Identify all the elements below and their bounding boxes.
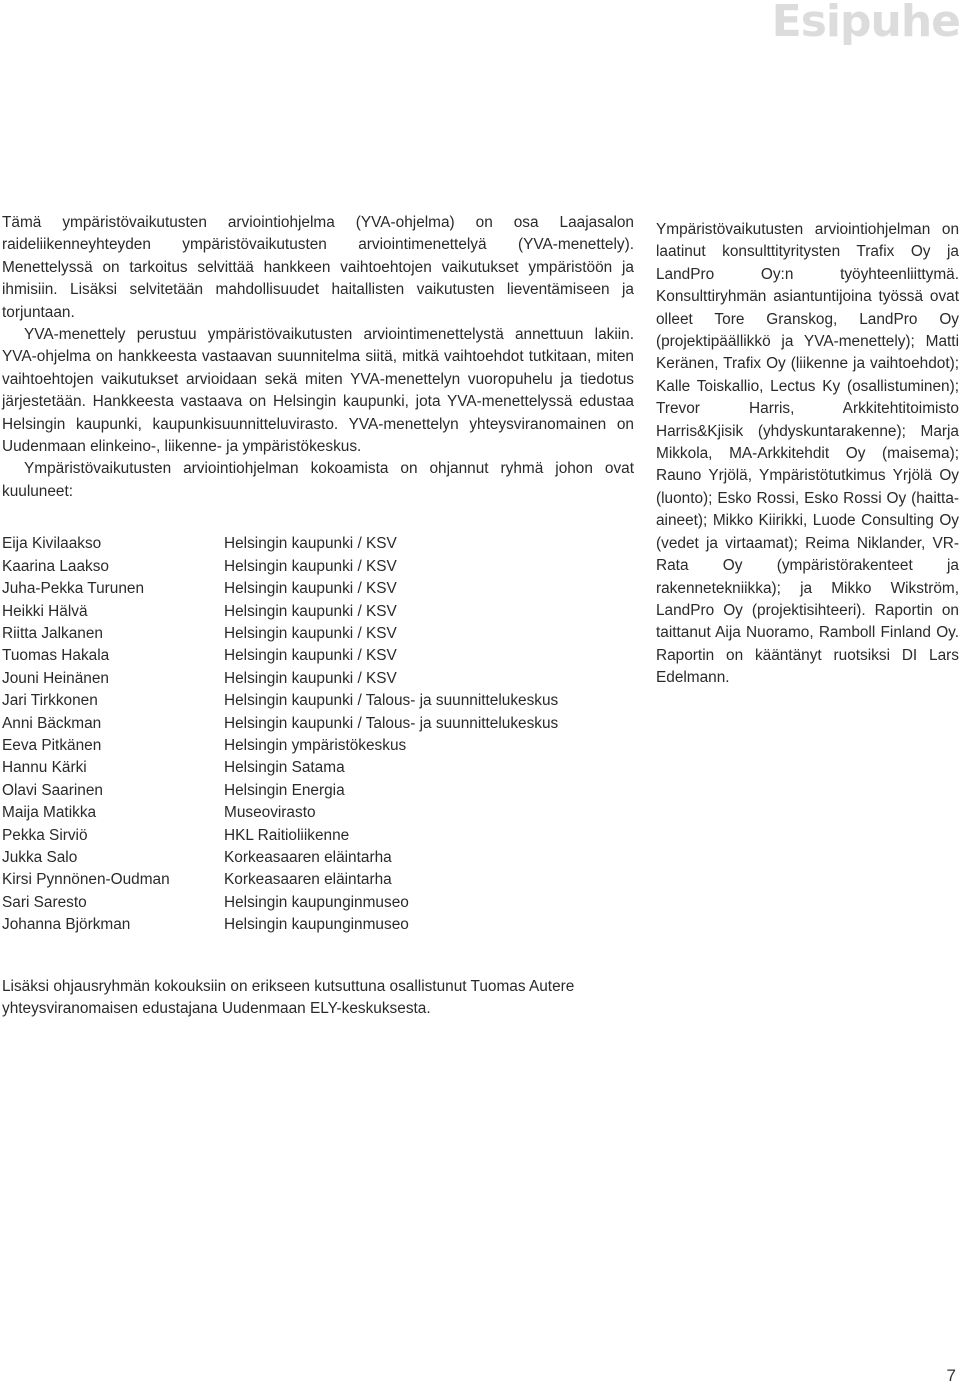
member-name: Pekka Sirviö: [2, 826, 88, 844]
main-column: [2, 212, 634, 937]
member-name: Anni Bäckman: [2, 714, 102, 732]
member-row: [2, 780, 558, 802]
intro-paragraph: Tämä ympäristövaikutusten arviointiohjelma (YVA-ohjelma) on osa Laajasalon raideliikenneyhteyden ympäristövaikutusten arviointimenettelyä (YVA-menettely). Menettelyssä on tarkoitus selvittää hankkeen vaihtoehtojen vaikutukset ympäristöön ja ihmisiin. Lisäksi selvitetään mahdollisuudet haitallisten vaikutusten lieventämiseen ja torjuntaan.: [2, 214, 634, 321]
member-name: Eeva Pitkänen: [2, 736, 102, 754]
page-title: Esipuhe: [771, 0, 960, 47]
member-row: [2, 623, 558, 645]
member-organization: Helsingin kaupunki / KSV: [224, 535, 397, 553]
member-row: [2, 869, 558, 891]
member-organization: Helsingin kaupunki / KSV: [224, 624, 397, 642]
member-row: [2, 847, 558, 869]
member-row: [2, 735, 558, 757]
member-name: Tuomas Hakala: [2, 647, 110, 665]
member-name: Sari Saresto: [2, 893, 87, 911]
member-organization: Helsingin kaupunki / Talous- ja suunnittelukeskus: [224, 692, 559, 710]
member-row: [2, 892, 558, 914]
member-row: [2, 533, 558, 555]
member-name: Eija Kivilaakso: [2, 535, 102, 553]
member-row: [2, 713, 558, 735]
footnote-paragraph: Lisäksi ohjausryhmän kokouksiin on erikseen kutsuttuna osallistunut Tuomas Autere yhteysviranomaisen edustajana Uudenmaan ELY-keskuksesta.: [2, 978, 575, 1018]
member-name: Jukka Salo: [2, 848, 78, 866]
member-row: [2, 668, 558, 690]
member-organization: Helsingin kaupunki / KSV: [224, 647, 397, 665]
member-organization: Helsingin kaupunki / Talous- ja suunnittelukeskus: [224, 714, 559, 732]
member-row: [2, 601, 558, 623]
member-organization: Helsingin Satama: [224, 759, 345, 777]
member-row: [2, 690, 558, 712]
group-intro-paragraph: Ympäristövaikutusten arviointiohjelman kokoamista on ohjannut ryhmä johon ovat kuuluneet:: [2, 460, 634, 500]
steering-group-list: [2, 533, 558, 936]
steering-group-table: [2, 533, 558, 936]
member-name: Hannu Kärki: [2, 759, 87, 777]
member-organization: Museovirasto: [224, 804, 316, 822]
member-name: Maija Matikka: [2, 804, 97, 822]
member-organization: HKL Raitioliikenne: [224, 826, 350, 844]
page-number: 7: [946, 1366, 956, 1385]
member-row: [2, 645, 558, 667]
member-name: Kirsi Pynnönen-Oudman: [2, 871, 170, 889]
member-organization: Helsingin kaupunginmuseo: [224, 893, 409, 911]
member-organization: Helsingin kaupunki / KSV: [224, 602, 397, 620]
member-organization: Helsingin ympäristökeskus: [224, 736, 407, 754]
member-row: [2, 757, 558, 779]
member-row: [2, 825, 558, 847]
member-name: Olavi Saarinen: [2, 781, 103, 799]
member-organization: Korkeasaaren eläintarha: [224, 871, 392, 889]
member-name: Jouni Heinänen: [2, 669, 109, 687]
member-organization: Helsingin kaupunki / KSV: [224, 669, 397, 687]
member-name: Heikki Hälvä: [2, 602, 88, 620]
member-row: [2, 578, 558, 600]
member-name: Kaarina Laakso: [2, 557, 109, 575]
member-row: [2, 556, 558, 578]
member-row: [2, 914, 558, 936]
law-paragraph: YVA-menettely perustuu ympäristövaikutusten arviointimenettelystä annettuun lakiin. YVA-ohjelma on hankkeesta vastaavan suunnitelma siitä, mitkä vaihtoehdot tutkitaan, miten vaihtoehtojen vaikutukset arvioidaan sekä miten YVA-menettelyn vuoropuhelu ja tiedotus järjestetään. Hankkeesta vastaava on Helsingin kaupunki, jota YVA-menettelyssä edustaa Helsingin kaupunki, kaupunkisuunnitteluvirasto. YVA-menettelyn yhteysviranomainen on Uudenmaan elinkeino-, liikenne- ja ympäristökeskus.: [2, 326, 634, 456]
member-name: Jari Tirkkonen: [2, 692, 98, 710]
member-organization: Helsingin kaupunki / KSV: [224, 580, 397, 598]
member-organization: Korkeasaaren eläintarha: [224, 848, 392, 866]
member-name: Juha-Pekka Turunen: [2, 580, 145, 598]
consultant-paragraph: Ympäristövaikutusten arviointiohjelman on laatinut konsulttityritysten Trafix Oy ja LandPro Oy:n työyhteenliittymä. Konsulttiryhmän asiantuntijoina työssä ovat olleet Tore Granskog, LandPro Oy (projektipäällikkö ja YVA-menettely); Matti Keränen, Trafix Oy (liikenne ja vaihtoehdot); Kalle Toiskallio, Lectus Ky (osallistuminen); Trevor Harris, Arkkitehtitoimisto Harris&Kjisik (yhdyskuntarakenne); Marja Mikkola, MA-Arkkitehdit Oy (maisema); Rauno Yrjölä, Ympäristötutkimus Yrjölä Oy (luonto); Esko Rossi, Esko Rossi Oy (haitta-aineet); Mikko Kiirikki, Luode Consulting Oy (vedet ja virtaamat); Reima Niklander, VR-Rata Oy (ympäristörakenteet ja rakennetekniikka); ja Mikko Wikström, LandPro Oy (projektisihteeri). Raportin on taittanut Aija Nuoramo, Ramboll Finland Oy. Raportin on kääntänyt ruotsiksi DI Lars Edelmann.: [656, 221, 959, 687]
member-organization: Helsingin kaupunki / KSV: [224, 557, 397, 575]
member-organization: Helsingin Energia: [224, 781, 345, 799]
member-name: Riitta Jalkanen: [2, 624, 103, 642]
member-name: Johanna Björkman: [2, 916, 131, 934]
member-organization: Helsingin kaupunginmuseo: [224, 916, 409, 934]
member-row: [2, 802, 558, 824]
